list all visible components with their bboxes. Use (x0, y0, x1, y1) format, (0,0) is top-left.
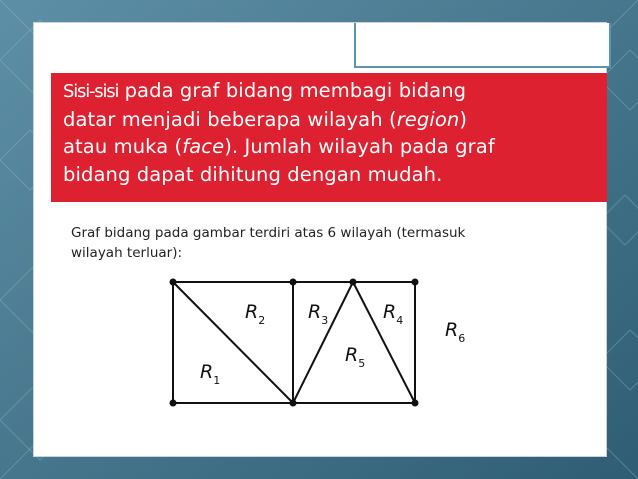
vertex (170, 279, 177, 286)
vertex (290, 279, 297, 286)
callout-line-3: atau muka (face). Jumlah wilayah pada graf (63, 135, 495, 158)
vertex (412, 400, 419, 407)
region-label-6: $R_6$ (445, 319, 466, 345)
region-label-2: $R_2$ (245, 301, 266, 327)
edge-triangle-left (293, 282, 353, 403)
region-label-1: $R_1$ (200, 361, 221, 387)
vertex (170, 400, 177, 407)
callout-line-2: datar menjadi beberapa wilayah (region) (63, 107, 468, 131)
region-labels (200, 301, 465, 387)
caption-line-1: Graf bidang pada gambar terdiri atas 6 wilayah (termasuk (71, 225, 466, 241)
graph-edges (173, 282, 415, 403)
callout-line-4: bidang dapat dihitung dengan mudah. (63, 162, 443, 186)
vertex (290, 400, 297, 407)
vertex (412, 279, 419, 286)
graph-caption (71, 223, 571, 263)
region-label-5: $R_5$ (345, 344, 366, 370)
definition-callout (51, 73, 607, 202)
region-label-3: $R_3$ (308, 301, 329, 327)
region-label-4: $R_4$ (383, 301, 404, 327)
top-accent-box (354, 23, 611, 68)
callout-line-1: Sisi-sisi pada graf bidang membagi bidang (63, 79, 467, 102)
planar-graph (150, 268, 480, 418)
caption-line-2: wilayah terluar): (71, 245, 183, 261)
edge-diagonal-left (173, 282, 293, 403)
vertex (350, 279, 357, 286)
callout-term: Sisi-sisi (63, 81, 119, 102)
